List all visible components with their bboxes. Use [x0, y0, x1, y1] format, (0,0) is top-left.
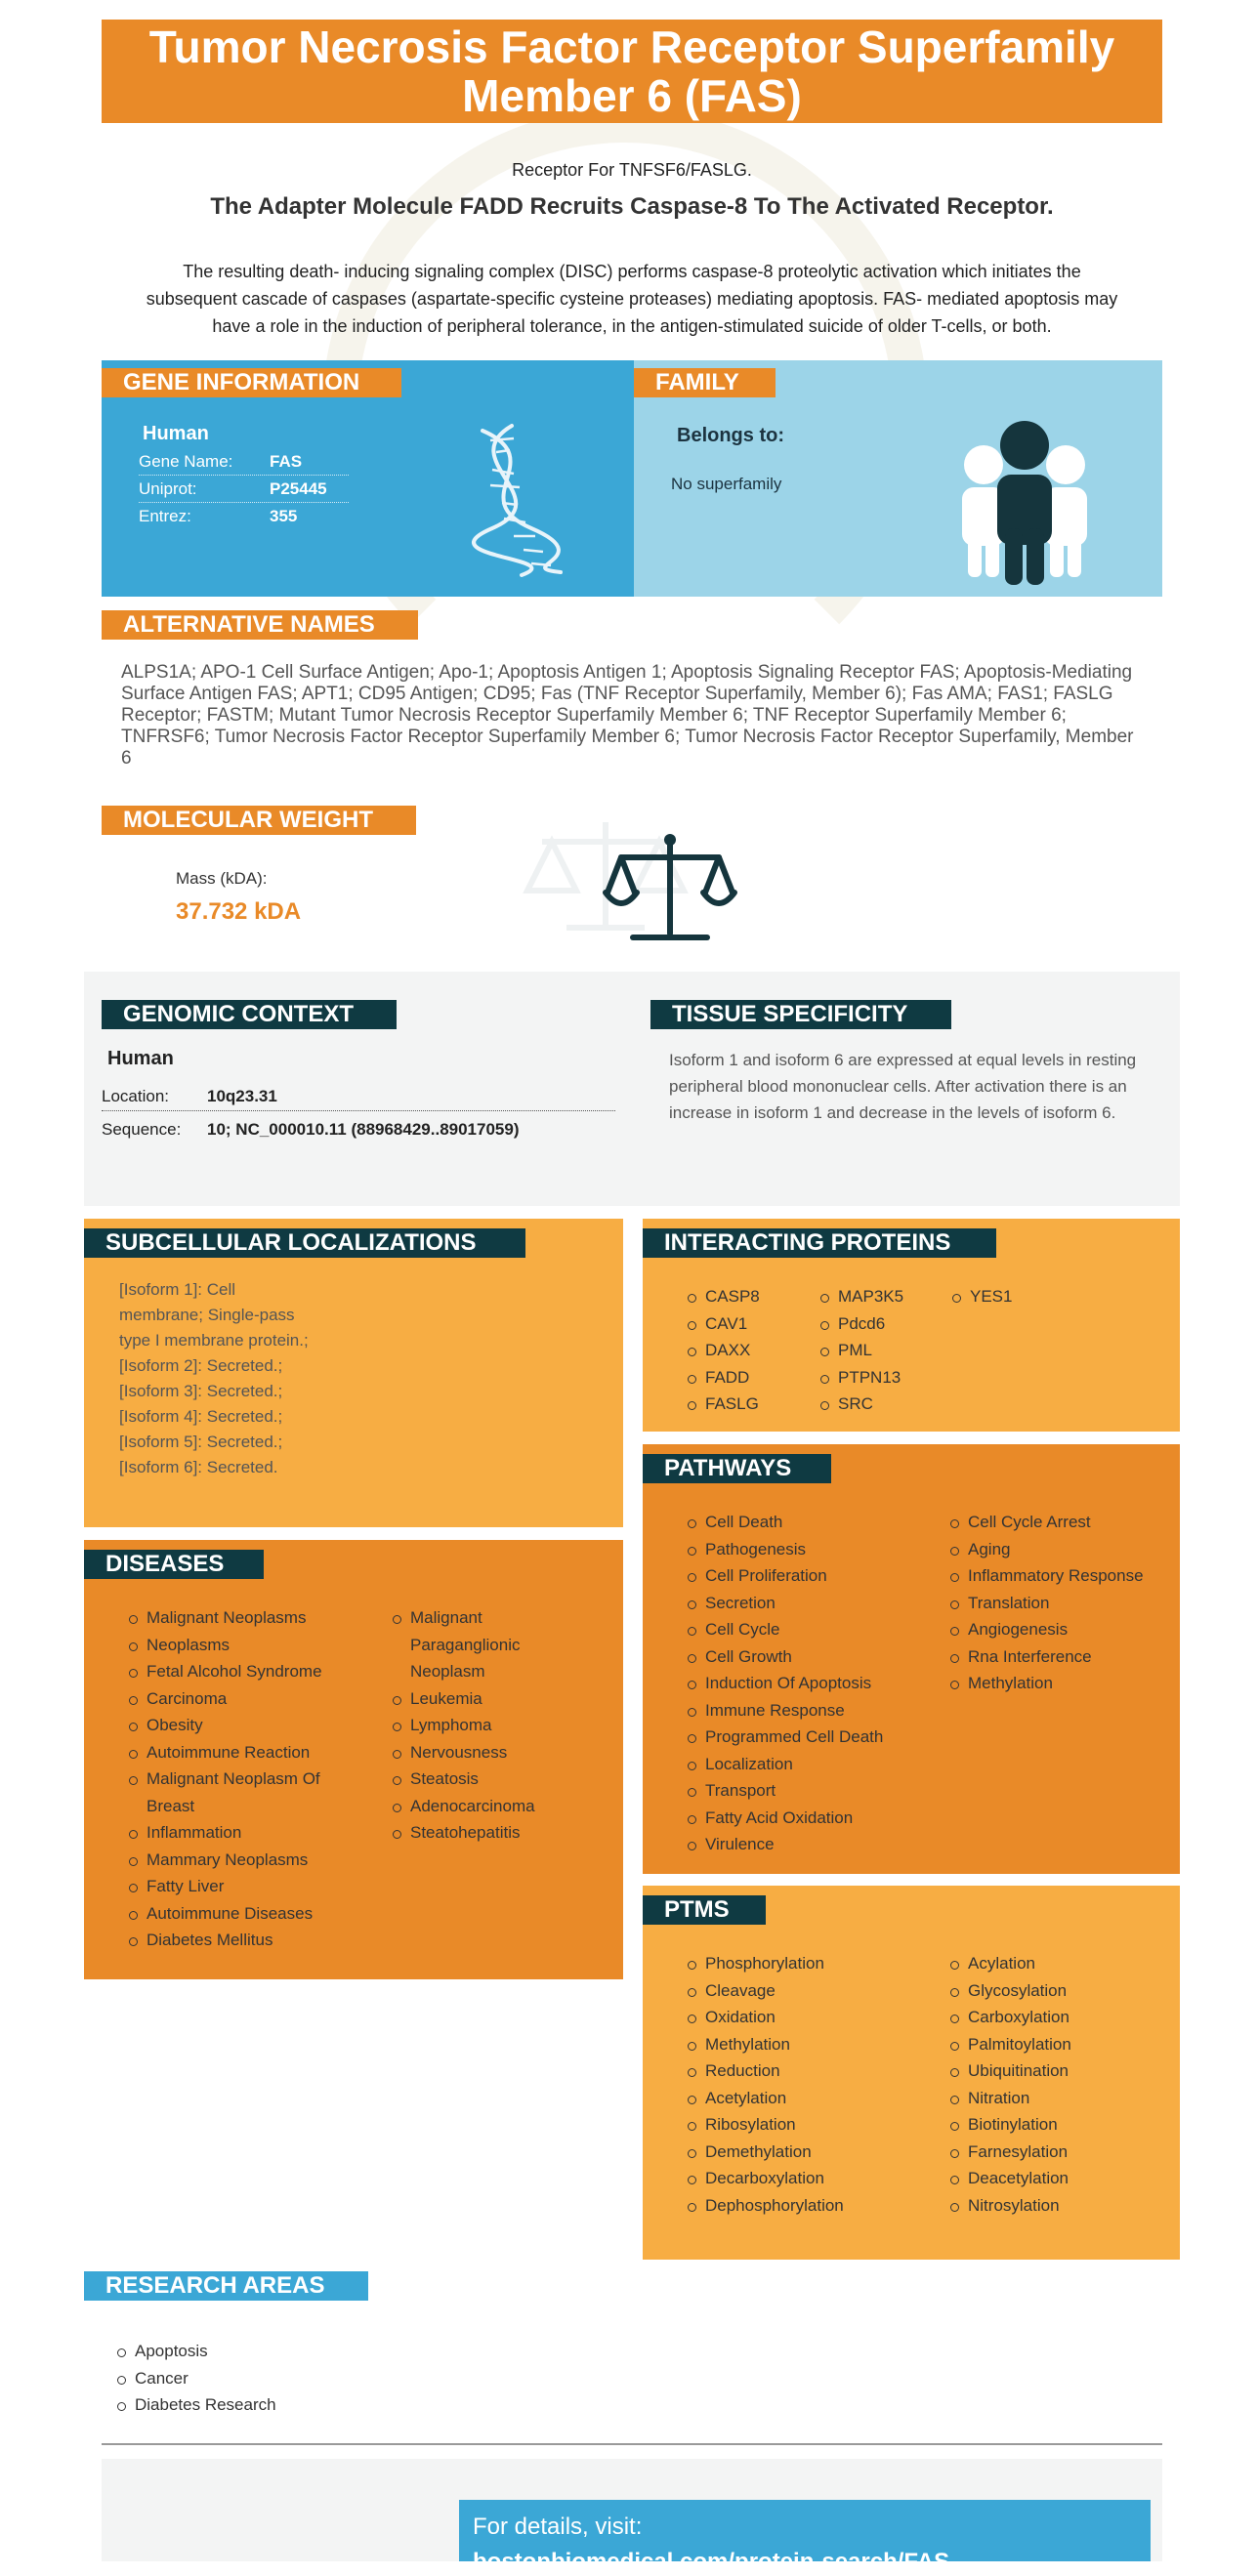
pathway-item: Virulence [686, 1831, 883, 1858]
pathway-item: Translation [948, 1590, 1144, 1617]
pathway-item: Angiogenesis [948, 1616, 1144, 1643]
disease-item: Mammary Neoplasms [127, 1847, 352, 1874]
disease-item: Neoplasms [127, 1632, 352, 1659]
disease-item: Obesity [127, 1712, 352, 1739]
ptm-item: Acylation [948, 1950, 1071, 1977]
molecular-weight-heading: MOLECULAR WEIGHT [102, 806, 416, 835]
pathway-item: Pathogenesis [686, 1536, 883, 1563]
ptm-item: Ribosylation [686, 2111, 844, 2139]
entrez-value: 355 [270, 507, 298, 525]
uniprot-row [139, 476, 349, 503]
research-area-item: Cancer [115, 2365, 276, 2392]
subcellular-panel [84, 1219, 623, 1527]
mass-value: 37.732 kDA [176, 898, 302, 925]
ptm-item: Ubiquitination [948, 2057, 1071, 2085]
uniprot-value: P25445 [270, 479, 327, 498]
gene-information-panel [102, 360, 634, 597]
disease-item: Inflammation [127, 1819, 352, 1847]
tissue-specificity-text: Isoform 1 and isoform 6 are expressed at equal levels in resting peripheral blood mononuclear cells. After activation there is an increase in isoform 1 and decrease in the levels of isoform 6. [669, 1051, 1137, 1122]
ptm-item: Deacetylation [948, 2165, 1071, 2192]
ptm-item: Methylation [686, 2031, 844, 2058]
pathway-item: Methylation [948, 1670, 1144, 1697]
gene-name-label: Gene Name: [139, 452, 233, 471]
footer-divider [102, 2443, 1162, 2445]
diseases-panel [84, 1540, 623, 1979]
ptm-item: Biotinylation [948, 2111, 1071, 2139]
subcellular-line: [Isoform 4]: Secreted.; [119, 1407, 283, 1426]
ptm-item: Acetylation [686, 2085, 844, 2112]
interacting-proteins-col2 [818, 1283, 903, 1418]
disease-item: Nervousness [391, 1739, 566, 1766]
details-box [459, 2500, 1151, 2575]
research-area-item: Diabetes Research [115, 2391, 276, 2419]
pathways-heading: PATHWAYS [643, 1454, 831, 1483]
pathway-item: Cell Cycle [686, 1616, 883, 1643]
gene-information-heading: GENE INFORMATION [102, 368, 401, 397]
ptm-item: Carboxylation [948, 2004, 1071, 2031]
entrez-label: Entrez: [139, 507, 191, 525]
disease-item: Lymphoma [391, 1712, 566, 1739]
alternative-names-text: ALPS1A; APO-1 Cell Surface Antigen; Apo-1; Apoptosis Antigen 1; Apoptosis Signaling Receptor FAS; Apoptosis-Mediating Surface Antigen FAS; APT1; CD95 Antigen; CD95; Fas (TNF Receptor Superfamily, Member 6); Fas AMA; FAS1; FASLG Receptor; FASTM; Mutant Tumor Necrosis Receptor Superfamily Member 6; TNF Receptor Superfamily Member 6; TNFRSF6; Tumor Necrosis Factor Receptor Superfamily Member 6; Tumor Necrosis Factor Receptor Superfamily, Member 6 [121, 662, 1134, 769]
pathway-item: Cell Cycle Arrest [948, 1509, 1144, 1536]
protein-item: FADD [686, 1364, 760, 1392]
pathway-item: Fatty Acid Oxidation [686, 1805, 883, 1832]
protein-item: YES1 [950, 1283, 1012, 1310]
mass-label: Mass (kDA): [176, 869, 268, 888]
pathway-item: Localization [686, 1751, 883, 1778]
disease-item: Carcinoma [127, 1685, 352, 1713]
ptm-item: Nitration [948, 2085, 1071, 2112]
function-headline: The Adapter Molecule FADD Recruits Caspase-8 To The Activated Receptor. [210, 193, 1054, 220]
gene-name-value: FAS [270, 452, 303, 471]
pathways-col1 [686, 1509, 883, 1858]
family-belongs-label: Belongs to: [677, 425, 784, 446]
protein-item: CASP8 [686, 1283, 760, 1310]
ptm-item: Cleavage [686, 1977, 844, 2005]
ptm-item: Dephosphorylation [686, 2192, 844, 2220]
ptms-panel [643, 1886, 1180, 2260]
interacting-proteins-panel [643, 1219, 1180, 1432]
pathway-item: Transport [686, 1777, 883, 1805]
ptm-item: Farnesylation [948, 2139, 1071, 2166]
disease-item: Autoimmune Reaction [127, 1739, 352, 1766]
disease-item: Leukemia [391, 1685, 566, 1713]
pathway-item: Immune Response [686, 1697, 883, 1724]
disease-item: Malignant Paraganglionic Neoplasm [391, 1604, 566, 1685]
ptm-item: Glycosylation [948, 1977, 1071, 2005]
protein-item: Pdcd6 [818, 1310, 903, 1338]
subcellular-line: [Isoform 5]: Secreted.; [119, 1433, 283, 1451]
location-label: Location: [102, 1087, 169, 1105]
subcellular-line: type I membrane protein.; [119, 1331, 309, 1350]
subcellular-line: membrane; Single-pass [119, 1306, 295, 1324]
subcellular-list [119, 1277, 309, 1480]
diseases-col2 [391, 1604, 566, 1847]
function-summary: Receptor For TNFSF6/FASLG. [512, 160, 752, 180]
subcellular-line: [Isoform 2]: Secreted.; [119, 1356, 283, 1375]
protein-item: MAP3K5 [818, 1283, 903, 1310]
protein-item: SRC [818, 1391, 903, 1418]
ptm-item: Oxidation [686, 2004, 844, 2031]
interacting-proteins-col3 [950, 1283, 1012, 1310]
family-value: No superfamily [671, 475, 782, 493]
details-link[interactable]: bostonbiomedical.com/protein-search/FAS [473, 2549, 950, 2575]
genomic-context-heading: GENOMIC CONTEXT [102, 1000, 397, 1029]
pathway-item: Aging [948, 1536, 1144, 1563]
ptms-col2 [948, 1950, 1071, 2219]
subcellular-heading: SUBCELLULAR LOCALIZATIONS [84, 1228, 525, 1258]
protein-item: PTPN13 [818, 1364, 903, 1392]
ptm-item: Nitrosylation [948, 2192, 1071, 2220]
interacting-proteins-col1 [686, 1283, 760, 1418]
pathway-item: Cell Growth [686, 1643, 883, 1671]
research-areas-list [115, 2338, 276, 2419]
protein-item: PML [818, 1337, 903, 1364]
ptm-item: Palmitoylation [948, 2031, 1071, 2058]
family-heading: FAMILY [634, 368, 776, 397]
disease-item: Fatty Liver [127, 1873, 352, 1900]
sequence-row [102, 1115, 615, 1144]
pathway-item: Rna Interference [948, 1643, 1144, 1671]
diseases-col1 [127, 1604, 352, 1954]
interacting-proteins-heading: INTERACTING PROTEINS [643, 1228, 996, 1258]
family-panel [634, 360, 1162, 597]
sequence-value: 10; NC_000010.11 (88968429..89017059) [207, 1120, 520, 1139]
disease-item: Malignant Neoplasms [127, 1604, 352, 1632]
disease-item: Steatohepatitis [391, 1819, 566, 1847]
diseases-heading: DISEASES [84, 1550, 264, 1579]
disease-item: Steatosis [391, 1766, 566, 1793]
pathway-item: Cell Proliferation [686, 1562, 883, 1590]
page-title: Tumor Necrosis Factor Receptor Superfamily Member 6 (FAS) [102, 20, 1162, 123]
pathway-item: Inflammatory Response [948, 1562, 1144, 1590]
subcellular-line: [Isoform 3]: Secreted.; [119, 1382, 283, 1400]
ptm-item: Phosphorylation [686, 1950, 844, 1977]
function-description: The resulting death- inducing signaling complex (DISC) performs caspase-8 proteolytic activation which initiates the subsequent cascade of caspases (aspartate-specific cysteine proteases) mediating apoptosis. FAS- mediated apoptosis may have a role in the induction of peripheral tolerance, in the antigen-stimulated suicide of older T-cells, or both. [146, 262, 1118, 336]
ptms-heading: PTMS [643, 1895, 766, 1925]
disease-item: Fetal Alcohol Syndrome [127, 1658, 352, 1685]
gene-name-row [139, 448, 349, 476]
ptm-item: Demethylation [686, 2139, 844, 2166]
scale-icon [604, 832, 736, 945]
subcellular-line: [Isoform 6]: Secreted. [119, 1458, 278, 1476]
ptm-item: Reduction [686, 2057, 844, 2085]
pathway-item: Cell Death [686, 1509, 883, 1536]
entrez-row [139, 503, 349, 530]
pathway-item: Secretion [686, 1590, 883, 1617]
research-areas-heading: RESEARCH AREAS [84, 2271, 368, 2301]
alternative-names-heading: ALTERNATIVE NAMES [102, 610, 418, 640]
genomic-species: Human [107, 1048, 174, 1069]
ptms-col1 [686, 1950, 844, 2219]
disease-item: Autoimmune Diseases [127, 1900, 352, 1928]
pathway-item: Induction Of Apoptosis [686, 1670, 883, 1697]
pathway-item: Programmed Cell Death [686, 1724, 883, 1751]
protein-item: CAV1 [686, 1310, 760, 1338]
pathways-panel [643, 1444, 1180, 1874]
location-row [102, 1082, 615, 1111]
protein-item: FASLG [686, 1391, 760, 1418]
research-area-item: Apoptosis [115, 2338, 276, 2365]
tissue-specificity-heading: TISSUE SPECIFICITY [650, 1000, 951, 1029]
location-value: 10q23.31 [207, 1087, 277, 1105]
gene-species: Human [143, 423, 209, 444]
uniprot-label: Uniprot: [139, 479, 197, 498]
sequence-label: Sequence: [102, 1120, 182, 1139]
ptm-item: Decarboxylation [686, 2165, 844, 2192]
details-label: For details, visit: [473, 2514, 643, 2540]
pathways-col2 [948, 1509, 1144, 1697]
disease-item: Diabetes Mellitus [127, 1927, 352, 1954]
disease-item: Malignant Neoplasm Of Breast [127, 1766, 352, 1819]
dna-icon [453, 421, 590, 577]
disease-item: Adenocarcinoma [391, 1793, 566, 1820]
subcellular-line: [Isoform 1]: Cell [119, 1280, 236, 1299]
family-icon [946, 421, 1103, 587]
protein-item: DAXX [686, 1337, 760, 1364]
